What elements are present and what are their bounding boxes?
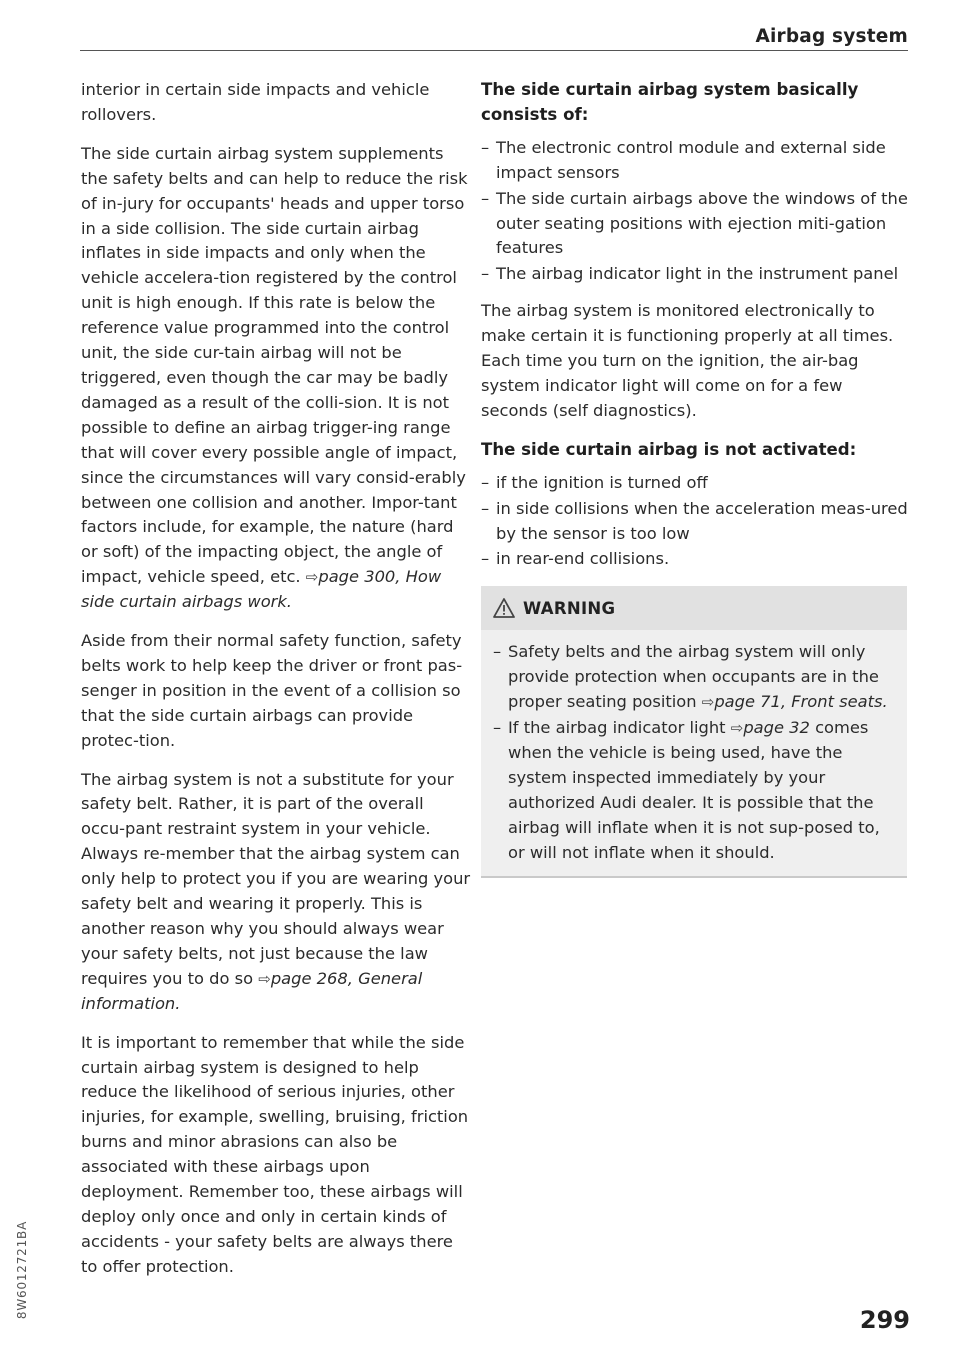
left-paragraph-2 — [81, 142, 471, 615]
arrow-right-icon: ⇨ — [701, 693, 715, 712]
list-item: – The electronic control module and external side impact sensors — [481, 136, 909, 186]
cross-reference-link[interactable]: page 300, How side curtain airbags work. — [81, 567, 442, 612]
warning-body — [481, 630, 907, 876]
cross-reference-link[interactable]: page 71, Front seats. — [714, 692, 888, 712]
section-title: Airbag system — [755, 26, 908, 47]
warning-header — [481, 586, 907, 630]
warning-list — [493, 640, 893, 865]
left-column — [81, 78, 471, 1294]
left-paragraph-3: Aside from their normal safety function, safety belts work to help keep the driver or front pas-senger in position in the event of a collision so that the side curtain airbags can provide protec-tion. — [81, 631, 463, 750]
list-item: – in rear-end collisions. — [481, 547, 909, 572]
warning-item-text: Safety belts and the airbag system will only provide protection when occupants are in the proper seating position — [508, 642, 879, 712]
components-list — [481, 136, 909, 287]
list-item: – if the ignition is turned off — [481, 471, 909, 496]
arrow-right-icon: ⇨ — [305, 568, 319, 587]
warning-triangle-icon — [493, 598, 515, 618]
warning-item-text: If the airbag indicator light — [508, 718, 726, 738]
document-code — [2, 1200, 42, 1340]
list-item: – in side collisions when the acceleration meas-ured by the sensor is too low — [481, 497, 909, 547]
left-paragraph-4-text: The airbag system is not a substitute for your safety belt. Rather, it is part of the overall occu-pant restraint system in your vehicle. Always re-member that the airbag system can only help to protect you if you are wearing your safety belt and wearing it properly. This is another reason why you should always wear your safety belts, not just because the law requires you to do so — [81, 769, 471, 988]
warning-box — [481, 586, 907, 878]
document-code-text: 8W6012721BA — [15, 1220, 29, 1320]
left-paragraph-5: It is important to remember that while the side curtain airbag system is designed to help reduce the likelihood of serious injuries, other injuries, for example, swelling, bruising, friction burns and minor abrasions can also be associated with these airbags upon deployment. Remember too, these airbags will deploy only once and only in certain kinds of accidents - your safety belts are always there to offer protection. — [81, 1032, 469, 1276]
warning-item-seating — [493, 640, 893, 715]
list-item: – The airbag indicator light in the instrument panel — [481, 262, 909, 287]
list-item: – The side curtain airbags above the windows of the outer seating positions with ejection miti-gation features — [481, 187, 909, 262]
right-column — [481, 78, 909, 878]
components-heading: The side curtain airbag system basically consists of: — [481, 80, 859, 124]
cross-reference-link[interactable]: page 268, General information. — [81, 968, 423, 1013]
arrow-right-icon: ⇨ — [258, 969, 271, 988]
left-paragraph-2-text: The side curtain airbag system supplements the safety belts and can help to reduce the risk of in-jury for occupants' heads and upper torso in a side collision. The side curtain airbag inflates in side impacts and only when the vehicle accelera-tion registered by the control unit is high enough. If this rate is below the reference value programmed into the control unit, the side cur-tain airbag will not be triggered, even though the car may be badly damaged as a result of the colli-sion. It is not possible to define an airbag trigger-ing range that will cover every possible angle of impact, since the circumstances will vary consid-erably between one collision and another. Impor-tant factors include, for example, the nature (hard or soft) of the impacting object, the angle of impact, vehicle speed, etc. — [81, 143, 468, 587]
page-number: 299 — [859, 1306, 910, 1334]
monitoring-paragraph: The airbag system is monitored electronically to make certain it is functioning properly at all times. Each time you turn on the ignition, the air-bag system indicator light will come on for a few seconds (self diagnostics). — [481, 301, 894, 420]
warning-label: WARNING — [523, 598, 616, 618]
left-paragraph-4 — [81, 768, 471, 1017]
not-activated-list — [481, 471, 909, 573]
left-paragraph-1: interior in certain side impacts and vehicle rollovers. — [81, 80, 430, 124]
arrow-right-icon: ⇨ — [730, 719, 744, 738]
header-rule — [80, 50, 908, 51]
cross-reference-link[interactable]: page 32 — [743, 718, 810, 738]
warning-item-indicator — [493, 716, 893, 865]
warning-item-text: comes when the vehicle is being used, have the system inspected immediately by your authorized Audi dealer. It is possible that the airbag will inflate when it is not sup-posed to, or will not inflate when it should. — [508, 718, 880, 862]
not-activated-heading: The side curtain airbag is not activated: — [481, 439, 857, 459]
